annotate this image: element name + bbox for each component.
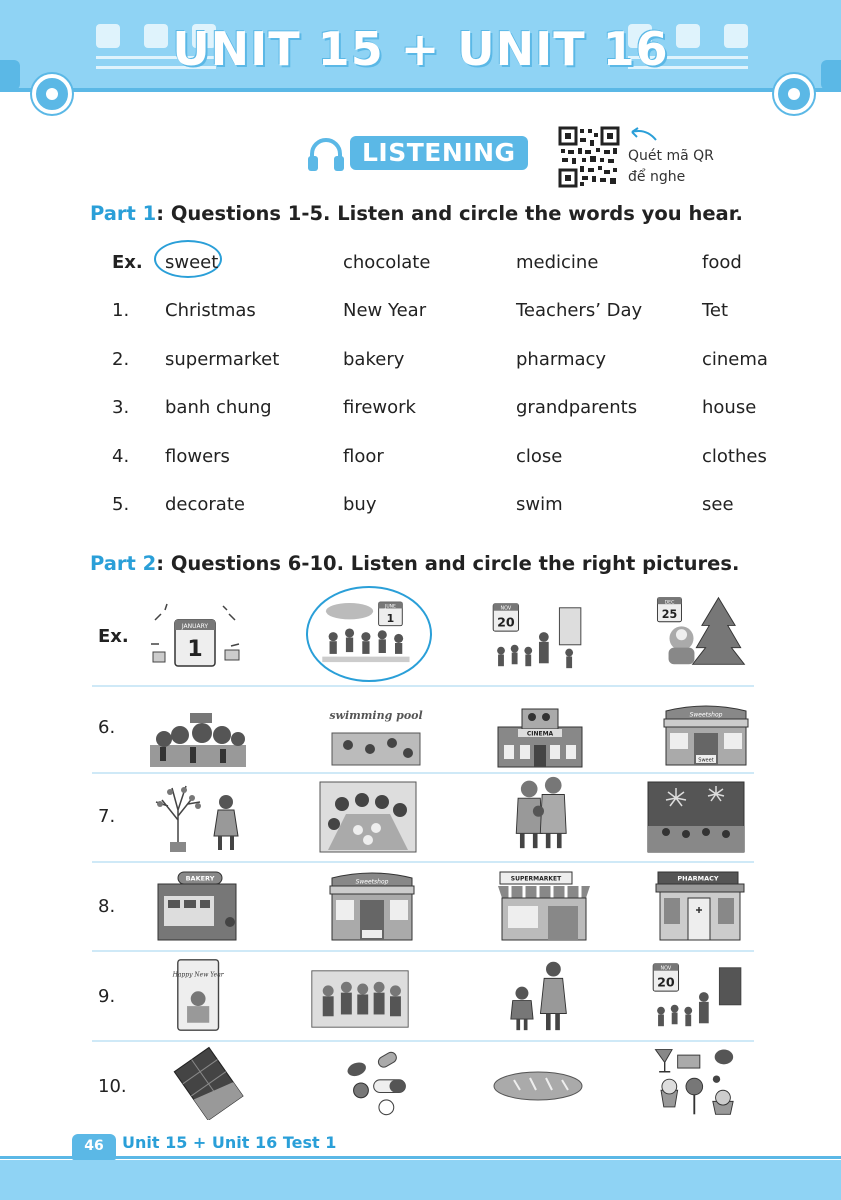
- qr-caption-line-2: để nghe: [628, 169, 686, 185]
- word-option[interactable]: New Year: [343, 300, 427, 321]
- word-option[interactable]: food: [702, 252, 742, 273]
- word-option[interactable]: close: [516, 446, 563, 467]
- row-divider: [92, 950, 754, 952]
- word-option[interactable]: grandparents: [516, 397, 638, 418]
- fireworks-picture[interactable]: [646, 780, 746, 854]
- row-divider: [92, 861, 754, 863]
- shop-sign: Sweetshop: [355, 878, 389, 886]
- curved-arrow-icon: [628, 126, 658, 144]
- chocolate-bar-picture[interactable]: [158, 1046, 258, 1120]
- bread-loaf-picture[interactable]: [490, 1046, 590, 1120]
- shop-sign: BAKERY: [185, 874, 215, 883]
- word-option[interactable]: see: [702, 494, 734, 515]
- sweet-sign: Sweet: [698, 757, 714, 764]
- word-option[interactable]: house: [702, 397, 757, 418]
- qr-caption: [628, 146, 714, 188]
- headphones-icon: [306, 136, 346, 172]
- word-option[interactable]: swim: [516, 494, 563, 515]
- word-option[interactable]: clothes: [702, 446, 767, 467]
- card-greeting: Happy New Year: [172, 971, 224, 979]
- row-divider: [92, 772, 754, 774]
- row-number: 1.: [112, 300, 130, 321]
- listening-badge: [306, 134, 528, 172]
- word-option[interactable]: supermarket: [165, 349, 280, 370]
- row-divider: [92, 685, 754, 687]
- medicine-pills-picture[interactable]: [330, 1046, 430, 1120]
- word-option[interactable]: chocolate: [343, 252, 431, 273]
- part-1-instruction: : Questions 1-5. Listen and circle the words you hear.: [156, 202, 743, 225]
- mother-and-child-picture[interactable]: [496, 958, 596, 1032]
- footer-band: [0, 1160, 841, 1200]
- part-1-title: [90, 202, 743, 225]
- word-option[interactable]: firework: [343, 397, 416, 418]
- part-1-row-5: [0, 494, 841, 524]
- calendar-date: 25: [661, 608, 678, 622]
- cinema-sign: CINEMA: [526, 730, 554, 738]
- childrens-day-june-picture[interactable]: [315, 596, 415, 670]
- new-year-card-picture[interactable]: [150, 958, 250, 1032]
- people-gathering-picture[interactable]: [310, 962, 410, 1036]
- word-option[interactable]: bakery: [343, 349, 405, 370]
- page-footer: [0, 1133, 841, 1200]
- row-number: 6.: [98, 717, 116, 738]
- calendar-month: JUNE: [385, 604, 396, 610]
- bus-wheel-right: [774, 74, 814, 114]
- calendar-month: NOV: [500, 605, 512, 612]
- part-2-instruction: : Questions 6-10. Listen and circle the right pictures.: [156, 552, 740, 575]
- row-number: 8.: [98, 896, 116, 917]
- word-option[interactable]: floor: [343, 446, 384, 467]
- supermarket-picture[interactable]: [494, 870, 594, 944]
- word-option[interactable]: buy: [343, 494, 377, 515]
- word-option[interactable]: cinema: [702, 349, 768, 370]
- part-2-title: [90, 552, 739, 575]
- swimming-pool-picture[interactable]: [326, 700, 426, 774]
- tet-market-picture[interactable]: [150, 700, 250, 774]
- row-number: Ex.: [98, 626, 129, 647]
- teachers-day-nov-picture[interactable]: [488, 600, 588, 674]
- row-number: Ex.: [112, 252, 143, 273]
- calendar-january-picture[interactable]: [145, 600, 245, 674]
- sweetshop-picture[interactable]: [656, 700, 756, 774]
- christmas-dec-picture[interactable]: [650, 594, 750, 668]
- part-1-label: Part 1: [90, 202, 157, 225]
- word-option[interactable]: Christmas: [165, 300, 256, 321]
- word-option[interactable]: pharmacy: [516, 349, 607, 370]
- word-option[interactable]: sweet: [165, 252, 219, 273]
- pharmacy-picture[interactable]: [652, 870, 752, 944]
- qr-code-icon[interactable]: [558, 126, 620, 188]
- food-and-sweets-picture[interactable]: [648, 1044, 748, 1118]
- row-number: 9.: [98, 986, 116, 1007]
- bus-wheel-left: [32, 74, 72, 114]
- calendar-date: 20: [657, 974, 675, 990]
- decorating-tree-picture[interactable]: [148, 780, 248, 854]
- word-option[interactable]: medicine: [516, 252, 599, 273]
- word-option[interactable]: flowers: [165, 446, 230, 467]
- part-1-row-2: [0, 349, 841, 379]
- part-1-example-row: [0, 252, 841, 282]
- row-divider: [92, 1040, 754, 1042]
- shop-sign: Sweetshop: [689, 711, 723, 719]
- word-option[interactable]: Teachers’ Day: [516, 300, 643, 321]
- bakery-picture[interactable]: [150, 870, 250, 944]
- part-1-row-4: [0, 446, 841, 476]
- grandparents-picture[interactable]: [494, 776, 594, 850]
- calendar-date: 1: [386, 612, 395, 626]
- row-number: 10.: [98, 1076, 127, 1097]
- page-title: UNIT 15 + UNIT 16: [172, 22, 669, 76]
- word-option[interactable]: Tet: [702, 300, 729, 321]
- word-option[interactable]: decorate: [165, 494, 245, 515]
- listening-label: LISTENING: [350, 136, 528, 170]
- shop-sign: PHARMACY: [677, 874, 719, 883]
- qr-caption-line-1: Quét mã QR: [628, 148, 714, 164]
- footer-line: [0, 1156, 841, 1159]
- picture-caption: swimming pool: [329, 709, 423, 722]
- shop-sign: SUPERMARKET: [510, 875, 562, 883]
- calendar-month: NOV: [660, 965, 672, 972]
- part-1-row-3: [0, 397, 841, 427]
- word-option[interactable]: banh chung: [165, 397, 272, 418]
- calendar-date: 20: [497, 614, 515, 630]
- row-number: 5.: [112, 494, 130, 515]
- family-meal-picture[interactable]: [318, 780, 418, 854]
- page-number: 46: [72, 1134, 116, 1160]
- cinema-picture[interactable]: [490, 700, 590, 774]
- header-bus-banner: [0, 0, 841, 115]
- calendar-month: JANUARY: [181, 623, 209, 630]
- part-2-label: Part 2: [90, 552, 157, 575]
- calendar-month: DEC: [664, 600, 675, 606]
- footer-title: Unit 15 + Unit 16 Test 1: [122, 1133, 337, 1152]
- row-number: 2.: [112, 349, 130, 370]
- sweetshop-picture[interactable]: [322, 870, 422, 944]
- row-number: 4.: [112, 446, 130, 467]
- row-number: 3.: [112, 397, 130, 418]
- calendar-date: 1: [187, 637, 203, 662]
- row-number: 7.: [98, 806, 116, 827]
- teachers-day-nov-picture[interactable]: [648, 960, 748, 1034]
- part-1-row-1: [0, 300, 841, 330]
